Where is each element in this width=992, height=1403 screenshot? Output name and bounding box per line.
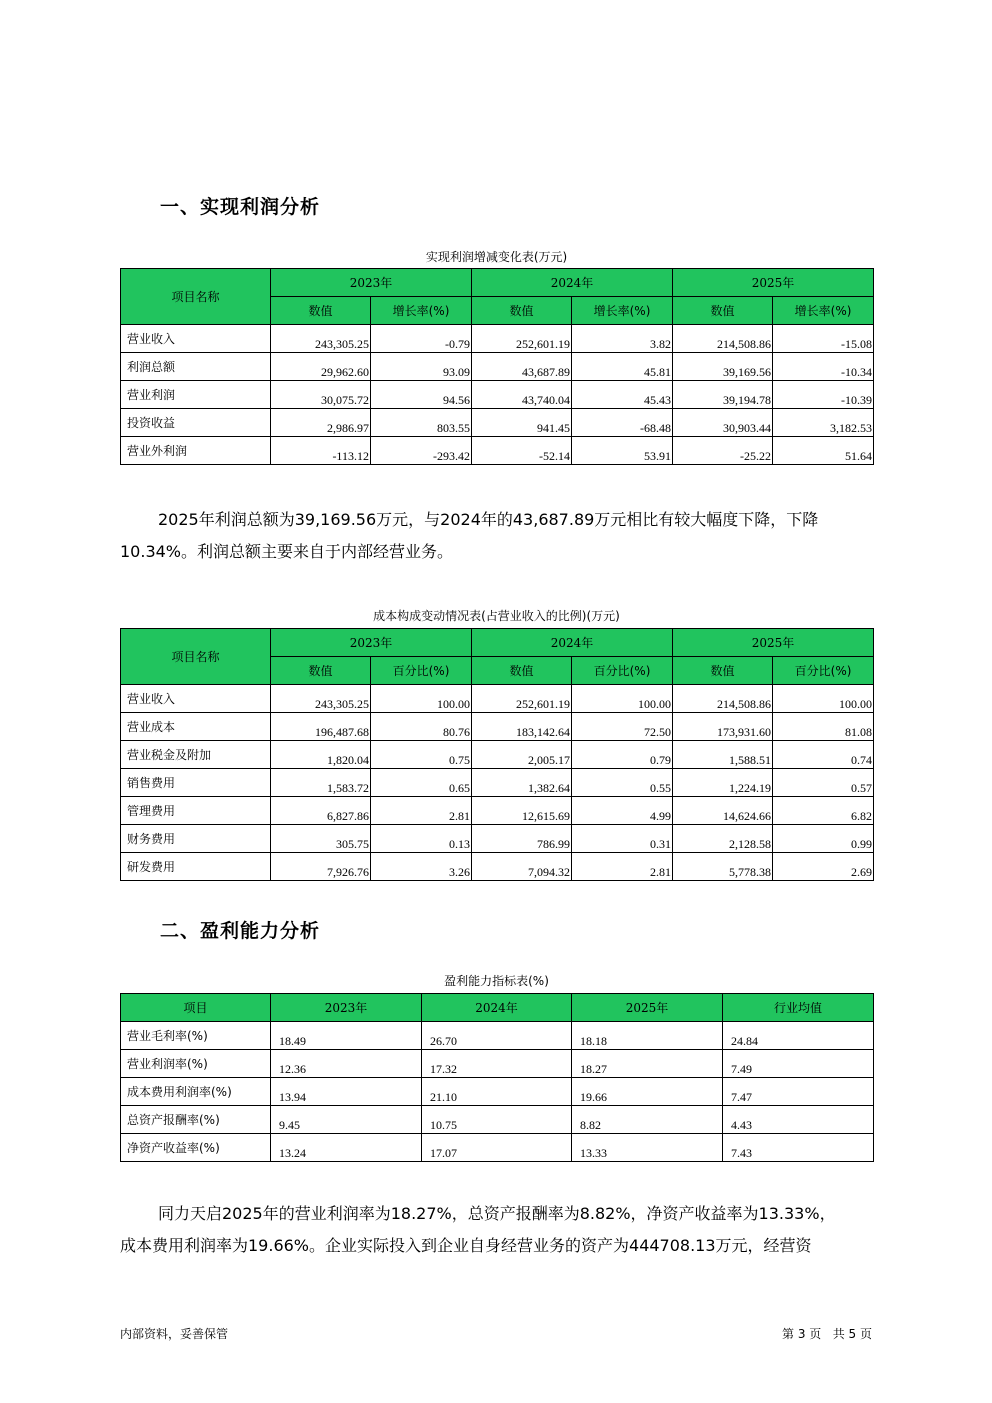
profit-change-table: [120, 268, 874, 465]
row-label: 营业收入: [121, 325, 271, 353]
cell: 9.45: [271, 1106, 422, 1134]
cell: 81.08: [773, 713, 874, 741]
section-title-profit: 一、实现利润分析: [160, 196, 321, 218]
cell: 786.99: [472, 825, 572, 853]
row-label: 营业税金及附加: [121, 741, 271, 769]
row-label: 营业利润: [121, 381, 271, 409]
cell: 0.75: [371, 741, 472, 769]
header-cell: 2024年: [422, 994, 572, 1022]
cell: 2,986.97: [271, 409, 371, 437]
table-row: [121, 713, 874, 741]
table-row: [121, 1134, 874, 1162]
cell: 1,820.04: [271, 741, 371, 769]
cell: 252,601.19: [472, 325, 572, 353]
section-title-profitability: 二、盈利能力分析: [160, 920, 321, 942]
table-row: [121, 325, 874, 353]
cell: 214,508.86: [673, 325, 773, 353]
row-label: 净资产收益率(%): [121, 1134, 271, 1162]
cell: 8.82: [572, 1106, 723, 1134]
cell: 30,903.44: [673, 409, 773, 437]
header-year: 2024年: [472, 269, 673, 297]
cell: 100.00: [371, 685, 472, 713]
row-label: 成本费用利润率(%): [121, 1078, 271, 1106]
row-label: 投资收益: [121, 409, 271, 437]
cell: 100.00: [572, 685, 673, 713]
table-row: [121, 853, 874, 881]
table-row: [121, 825, 874, 853]
header-sub: 增长率(%): [773, 297, 874, 325]
row-label: 营业毛利率(%): [121, 1022, 271, 1050]
paragraph-line: 10.34%。利润总额主要来自于内部经营业务。: [120, 542, 454, 561]
cell: 45.81: [572, 353, 673, 381]
cell: 0.57: [773, 769, 874, 797]
cell: 39,169.56: [673, 353, 773, 381]
row-label: 研发费用: [121, 853, 271, 881]
cell: 18.18: [572, 1022, 723, 1050]
cell: 6,827.86: [271, 797, 371, 825]
cell: 43,687.89: [472, 353, 572, 381]
cell: 93.09: [371, 353, 472, 381]
cell: 0.99: [773, 825, 874, 853]
cell: 72.50: [572, 713, 673, 741]
cell: 4.43: [723, 1106, 874, 1134]
cell: -0.79: [371, 325, 472, 353]
table-row: [121, 1106, 874, 1134]
cell: 2.81: [572, 853, 673, 881]
header-sub: 百分比(%): [371, 657, 472, 685]
cell: 43,740.04: [472, 381, 572, 409]
cell: 13.24: [271, 1134, 422, 1162]
profit-paragraph: [120, 504, 880, 568]
header-year: 2025年: [673, 629, 874, 657]
cell: 3.82: [572, 325, 673, 353]
table-row: [121, 1078, 874, 1106]
header-sub: 数值: [673, 657, 773, 685]
cell: 2,005.17: [472, 741, 572, 769]
row-label: 营业利润率(%): [121, 1050, 271, 1078]
row-label: 管理费用: [121, 797, 271, 825]
header-cell: 2025年: [572, 994, 723, 1022]
cell: 29,962.60: [271, 353, 371, 381]
cell: 10.75: [422, 1106, 572, 1134]
cell: 0.65: [371, 769, 472, 797]
cell: -10.34: [773, 353, 874, 381]
cell: 0.79: [572, 741, 673, 769]
cell: 252,601.19: [472, 685, 572, 713]
cell: 100.00: [773, 685, 874, 713]
cell: -68.48: [572, 409, 673, 437]
cell: 45.43: [572, 381, 673, 409]
cost-structure-table: [120, 628, 874, 881]
cell: -15.08: [773, 325, 874, 353]
cell: -113.12: [271, 437, 371, 465]
cell: 7.47: [723, 1078, 874, 1106]
profitability-paragraph: [120, 1198, 880, 1262]
cell: 19.66: [572, 1078, 723, 1106]
table-row: [121, 381, 874, 409]
cell: 51.64: [773, 437, 874, 465]
table-row: [121, 797, 874, 825]
cell: 0.31: [572, 825, 673, 853]
header-sub: 百分比(%): [773, 657, 874, 685]
cell: 7,094.32: [472, 853, 572, 881]
cell: 53.91: [572, 437, 673, 465]
cell: 941.45: [472, 409, 572, 437]
cell: 173,931.60: [673, 713, 773, 741]
cell: 24.84: [723, 1022, 874, 1050]
cell: 94.56: [371, 381, 472, 409]
header-year: 2025年: [673, 269, 874, 297]
cell: 30,075.72: [271, 381, 371, 409]
cell: -10.39: [773, 381, 874, 409]
header-sub: 数值: [472, 657, 572, 685]
row-label: 利润总额: [121, 353, 271, 381]
cell: -293.42: [371, 437, 472, 465]
header-item-name: 项目名称: [121, 629, 271, 685]
table-row: [121, 741, 874, 769]
profitability-index-table: [120, 993, 874, 1162]
table-row: [121, 769, 874, 797]
header-sub: 百分比(%): [572, 657, 673, 685]
cell: 803.55: [371, 409, 472, 437]
cost-table-caption: 成本构成变动情况表(占营业收入的比例)(万元): [373, 609, 620, 623]
cell: 305.75: [271, 825, 371, 853]
header-sub: 增长率(%): [371, 297, 472, 325]
cell: 183,142.64: [472, 713, 572, 741]
cell: 5,778.38: [673, 853, 773, 881]
cell: 17.32: [422, 1050, 572, 1078]
row-label: 财务费用: [121, 825, 271, 853]
header-sub: 数值: [673, 297, 773, 325]
cell: 2.81: [371, 797, 472, 825]
header-sub: 数值: [271, 657, 371, 685]
cell: 26.70: [422, 1022, 572, 1050]
footer-confidential: 内部资料，妥善保管: [120, 1327, 229, 1341]
cell: 18.49: [271, 1022, 422, 1050]
footer-page-number: 第 3 页 共 5 页: [782, 1327, 872, 1341]
cell: 7,926.76: [271, 853, 371, 881]
header-year: 2023年: [271, 629, 472, 657]
header-item-name: 项目名称: [121, 269, 271, 325]
cell: 1,224.19: [673, 769, 773, 797]
cell: -52.14: [472, 437, 572, 465]
header-sub: 数值: [271, 297, 371, 325]
cell: 243,305.25: [271, 325, 371, 353]
profitability-table-caption: 盈利能力指标表(%): [444, 974, 549, 988]
table-row: [121, 685, 874, 713]
profit-table-caption: 实现利润增减变化表(万元): [425, 250, 568, 264]
paragraph-line: 2025年利润总额为39,169.56万元，与2024年的43,687.89万元相比有较大幅度下降，下降: [158, 510, 819, 529]
row-label: 营业成本: [121, 713, 271, 741]
cell: 17.07: [422, 1134, 572, 1162]
cell: 39,194.78: [673, 381, 773, 409]
table-row: [121, 1022, 874, 1050]
header-cell: 项目: [121, 994, 271, 1022]
row-label: 营业外利润: [121, 437, 271, 465]
header-year: 2023年: [271, 269, 472, 297]
cell: 0.74: [773, 741, 874, 769]
cell: 6.82: [773, 797, 874, 825]
header-cell: 2023年: [271, 994, 422, 1022]
header-cell: 行业均值: [723, 994, 874, 1022]
cell: 1,588.51: [673, 741, 773, 769]
row-label: 营业收入: [121, 685, 271, 713]
cell: 13.33: [572, 1134, 723, 1162]
cell: 7.49: [723, 1050, 874, 1078]
cell: 80.76: [371, 713, 472, 741]
cell: 243,305.25: [271, 685, 371, 713]
cell: 12,615.69: [472, 797, 572, 825]
cell: 12.36: [271, 1050, 422, 1078]
cell: 214,508.86: [673, 685, 773, 713]
cell: 13.94: [271, 1078, 422, 1106]
paragraph-line: 成本费用利润率为19.66%。企业实际投入到企业自身经营业务的资产为444708.13万元，经营资: [120, 1236, 812, 1255]
cell: 18.27: [572, 1050, 723, 1078]
table-row: [121, 353, 874, 381]
row-label: 总资产报酬率(%): [121, 1106, 271, 1134]
cell: 21.10: [422, 1078, 572, 1106]
header-year: 2024年: [472, 629, 673, 657]
table-row: [121, 409, 874, 437]
cell: 1,382.64: [472, 769, 572, 797]
cell: 14,624.66: [673, 797, 773, 825]
cell: 4.99: [572, 797, 673, 825]
cell: 0.55: [572, 769, 673, 797]
row-label: 销售费用: [121, 769, 271, 797]
cell: 7.43: [723, 1134, 874, 1162]
cell: -25.22: [673, 437, 773, 465]
cell: 1,583.72: [271, 769, 371, 797]
header-sub: 增长率(%): [572, 297, 673, 325]
cell: 3,182.53: [773, 409, 874, 437]
cell: 3.26: [371, 853, 472, 881]
table-row: [121, 1050, 874, 1078]
cell: 0.13: [371, 825, 472, 853]
paragraph-line: 同力天启2025年的营业利润率为18.27%，总资产报酬率为8.82%，净资产收益率为13.33%，: [158, 1204, 836, 1223]
cell: 2.69: [773, 853, 874, 881]
header-sub: 数值: [472, 297, 572, 325]
cell: 2,128.58: [673, 825, 773, 853]
cell: 196,487.68: [271, 713, 371, 741]
table-row: [121, 437, 874, 465]
